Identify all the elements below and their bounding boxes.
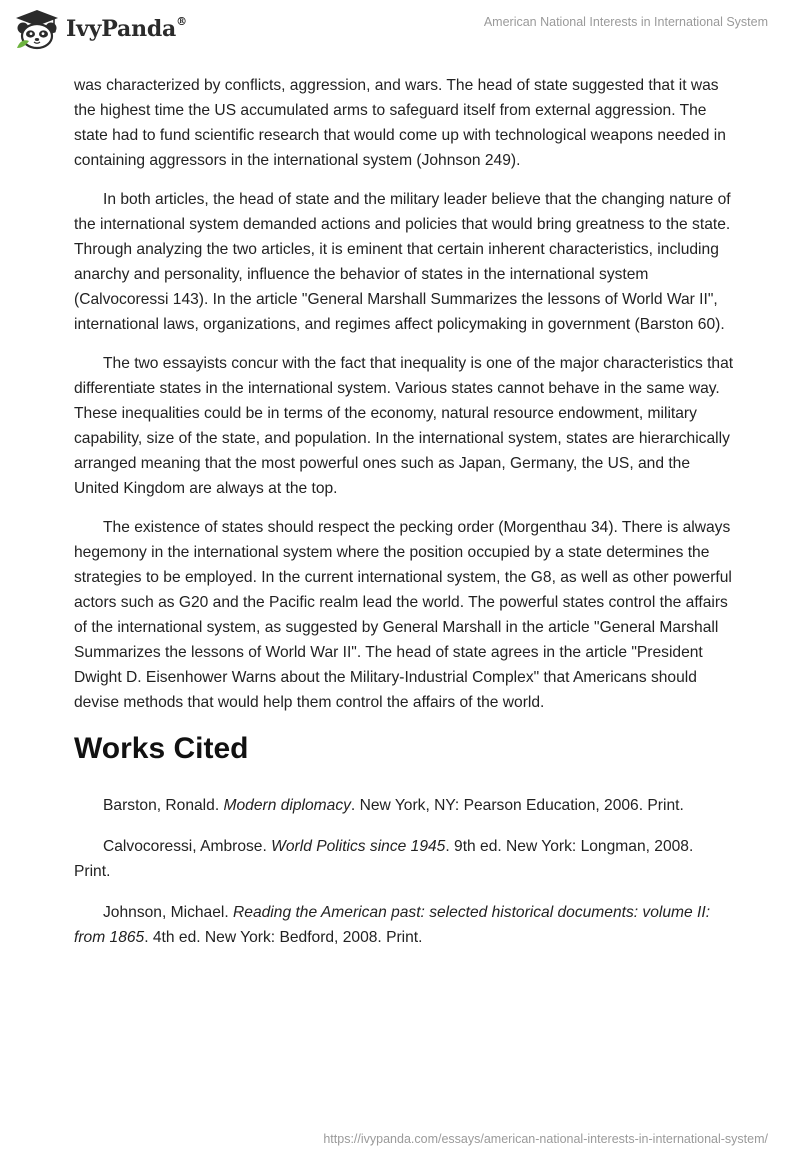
registered-mark: ® — [176, 14, 187, 28]
paragraph: The two essayists concur with the fact that inequality is one of the major characteristics that differentiate states in the international system. Various states cannot behave in the same way. These inequalities could be in terms of the economy, natural resource endowment, military capability, size of the state, and population. In the international system, states are hierarchically arranged meaning that the most powerful ones such as Japan, Germany, the US, and the United Kingdom are always at the top. — [74, 355, 734, 497]
brand-name: IvyPanda® — [66, 14, 187, 42]
citation-title: Reading the American past: selected historical documents: volume II: from 1865 — [74, 904, 711, 946]
citation-title: World Politics since 1945 — [271, 838, 446, 855]
page-header — [0, 0, 800, 70]
essay-content — [74, 73, 734, 966]
paragraph: The existence of states should respect the pecking order (Morgenthau 34). There is always hegemony in the international system where the position occupied by a state determines the strategies to be employed. In the current international system, the G8, as well as other powerful actors such as G20 and the Pacific realm lead the world. The powerful states control the affairs of the international system, as suggested by General Marshall in the article "General Marshall Summarizes the lessons of World War II". The head of state agrees in the article "President Dwight D. Eisenhower Warns about the Military-Industrial Complex" that Americans should devise methods that would help them control the affairs of the world. — [74, 519, 732, 711]
citation-title: Modern diplomacy — [223, 797, 351, 814]
paragraph: In both articles, the head of state and the military leader believe that the changing nature of the international system demanded actions and policies that would bring greatness to the state. Through analyzing the two articles, it is eminent that certain inherent characteristics, including anarchy and personality, influence the behavior of states in the international system (Calvocoressi 143). In the article "General Marshall Summarizes the lessons of World War II", international laws, organizations, and regimes affect policymaking in government (Barston 60). — [74, 191, 731, 333]
ivypanda-logo[interactable] — [14, 8, 187, 50]
works-cited-heading: Works Cited — [74, 732, 249, 765]
citation-entry: Barston, Ronald. Modern diplomacy. New York, NY: Pearson Education, 2006. Print. — [103, 797, 684, 814]
source-url[interactable]: https://ivypanda.com/essays/american-national-interests-in-international-system/ — [323, 1132, 768, 1146]
panda-graduate-icon — [14, 8, 60, 50]
citation-entry: Johnson, Michael. Reading the American past: selected historical documents: volume II: from 1865. 4th ed. New York: Bedford, 2008. Print. — [74, 904, 711, 946]
document-title: American National Interests in International System — [483, 15, 768, 29]
paragraph: was characterized by conflicts, aggression, and wars. The head of state suggested that it was the highest time the US accumulated arms to safeguard itself from external aggression. The state had to fund scientific research that would come up with technological weapons needed in containing aggressors in the international system (Johnson 249). — [74, 77, 726, 169]
citation-entry: Calvocoressi, Ambrose. World Politics since 1945. 9th ed. New York: Longman, 2008. Print. — [74, 838, 694, 880]
